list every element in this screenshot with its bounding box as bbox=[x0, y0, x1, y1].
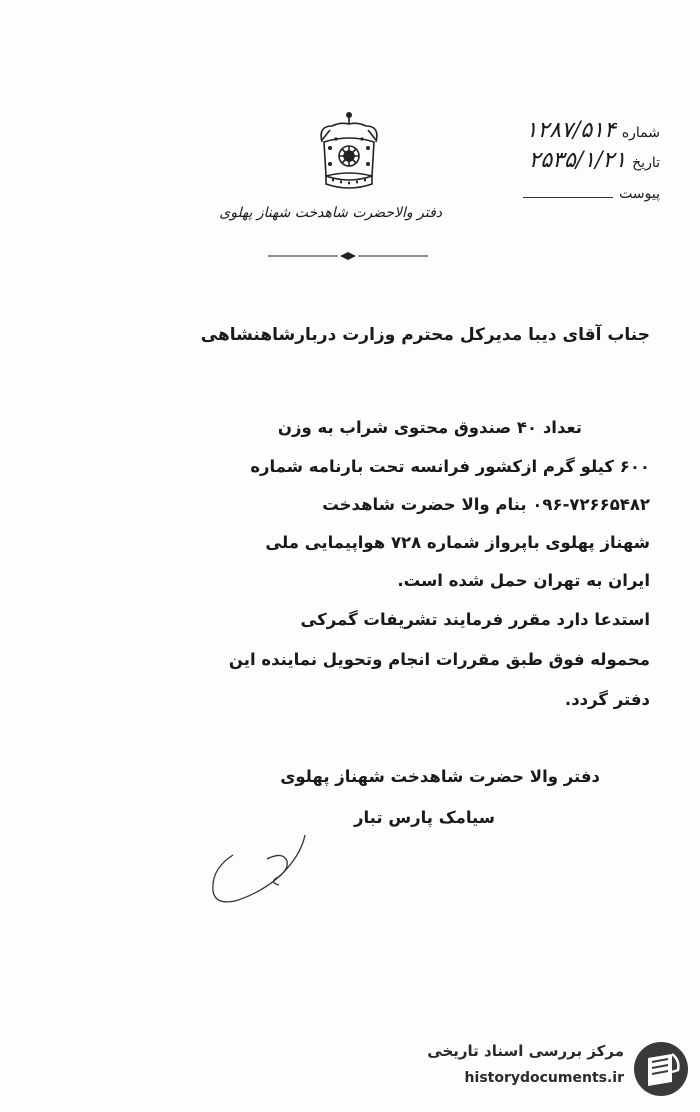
body-line-4: شهناز پهلوی باپرواز شماره ۷۲۸ هواپیمایی ملی bbox=[265, 533, 650, 552]
attachment-blank-line bbox=[523, 197, 613, 198]
history-documents-logo-icon bbox=[632, 1040, 690, 1098]
body-line-3: ۰۹۶-۷۲۶۶۵۴۸۲ بنام والا حضرت شاهدخت bbox=[322, 495, 650, 514]
signatory-name: سیامک پارس تبار bbox=[353, 808, 495, 827]
body-line-2: ۶۰۰ کیلو گرم ازکشور فرانسه تحت بارنامه شماره bbox=[250, 457, 650, 476]
pahlavi-crown-icon bbox=[310, 112, 388, 202]
closing-office-line: دفتر والا حضرت شاهدخت شهناز پهلوی bbox=[280, 767, 600, 786]
body-line-8: دفتر گردد. bbox=[564, 690, 650, 709]
office-title: دفتر والاحضرت شاهدخت شهناز پهلوی bbox=[219, 205, 442, 221]
body-line-1: تعداد ۴۰ صندوق محتوی شراب به وزن bbox=[277, 418, 582, 437]
archive-watermark bbox=[408, 1040, 690, 1102]
handwritten-signature bbox=[205, 825, 355, 915]
number-value: ۱۲۸۷/۵۱۴ bbox=[525, 118, 616, 143]
ornamental-divider bbox=[268, 251, 428, 261]
date-row bbox=[529, 148, 660, 173]
body-line-5: ایران به تهران حمل شده است. bbox=[397, 571, 650, 590]
number-row bbox=[526, 118, 660, 143]
date-value: ۲۵۳۵/۱/۲۱ bbox=[528, 148, 627, 173]
attachment-row bbox=[523, 186, 660, 202]
attachment-label: پیوست bbox=[619, 186, 660, 202]
number-label: شماره bbox=[621, 125, 660, 141]
body-line-6: استدعا دارد مقرر فرمایند تشریفات گمرکی bbox=[300, 610, 650, 629]
addressee-line: جناب آقای دیبا مدیرکل محترم وزارت دربارشاهنشاهی bbox=[200, 325, 650, 345]
body-line-7: محموله فوق طبق مقررات انجام وتحویل نماینده این bbox=[228, 650, 650, 669]
archive-title: مرکز بررسی اسناد تاریخی bbox=[427, 1042, 624, 1060]
date-label: تاریخ bbox=[632, 155, 660, 171]
archive-url: historydocuments.ir bbox=[464, 1070, 624, 1086]
